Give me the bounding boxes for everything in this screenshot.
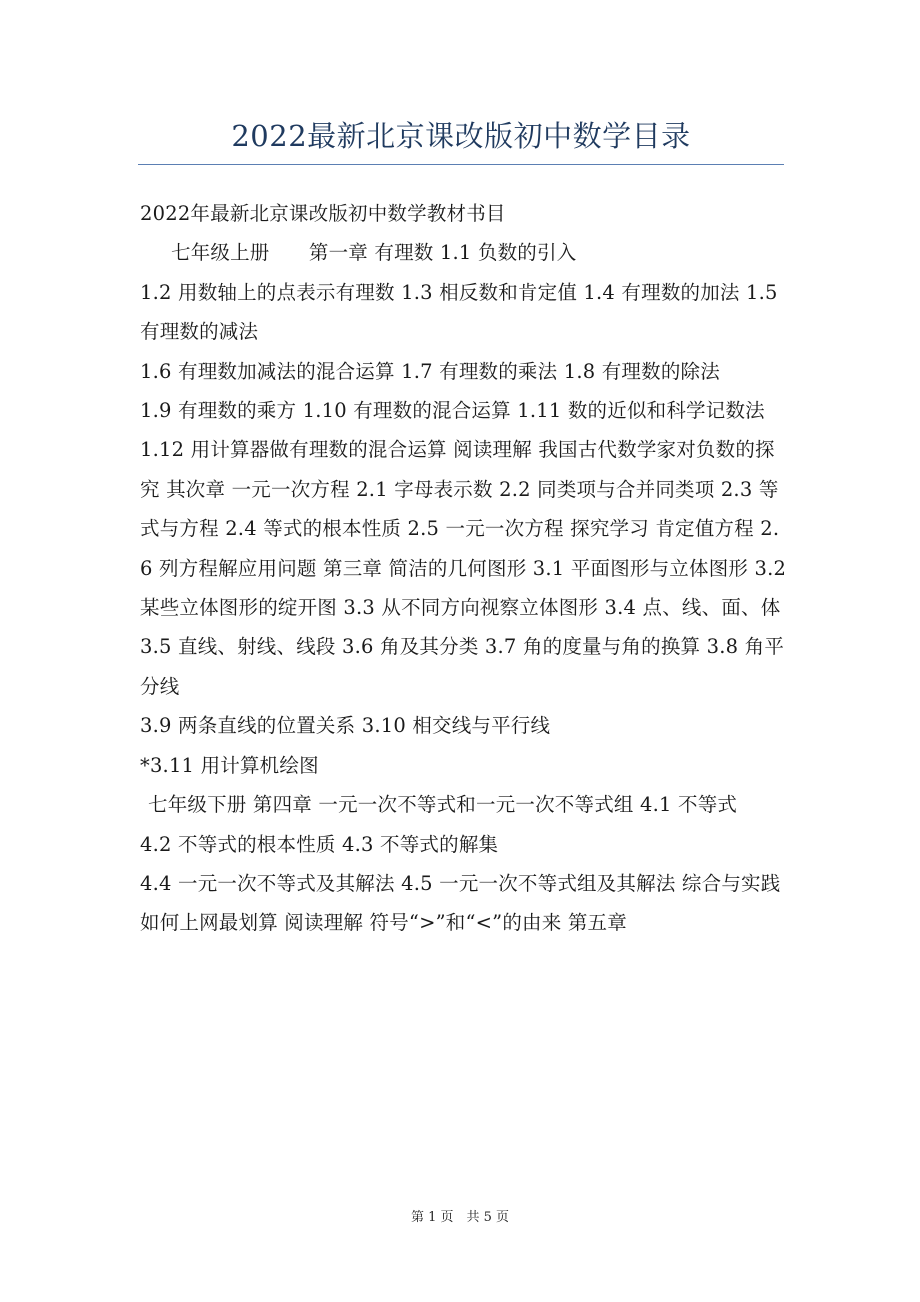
paragraph: 1.9 有理数的乘方 1.10 有理数的混合运算 1.11 数的近似和科学记数法 1.12 用计算器做有理数的混合运算 阅读理解 我国古代数学家对负数的探究 其次章 一元一次方程 2.1 字母表示数 2.2 同类项与合并同类项 2.3 等式与方程 2.4 等式的根本性质 2.5 一元一次方程 探究学习 肯定值方程 2.6 列方程解应用问题 第三章 简洁的几何图形 3.1 平面图形与立体图形 3.2 某些立体图形的绽开图 3.3 从不同方向视察立体图形 3.4 点、线、面、体 3.5 直线、射线、线段 3.6 角及其分类 3.7 角的度量与角的换算 3.8 角平分线 <box>140 399 787 698</box>
paragraph: 1.6 有理数加减法的混合运算 1.7 有理数的乘法 1.8 有理数的除法 <box>140 359 720 383</box>
paragraph: 1.2 用数轴上的点表示有理数 1.3 相反数和肯定值 1.4 有理数的加法 1.5 有理数的减法 <box>140 280 778 344</box>
paragraph: 3.9 两条直线的位置关系 3.10 相交线与平行线 <box>140 714 551 738</box>
document-title: 2022最新北京课改版初中数学目录 <box>231 119 691 153</box>
paragraph-grade7-upper: 七年级上册 第一章 有理数 1.1 负数的引入 <box>171 241 577 265</box>
title-underline <box>138 164 784 165</box>
paragraph: 4.2 不等式的根本性质 4.3 不等式的解集 <box>140 832 499 856</box>
document-body <box>140 194 788 943</box>
page-footer: 第 1 页 共 5 页 <box>410 1210 510 1225</box>
paragraph: 4.4 一元一次不等式及其解法 4.5 一元一次不等式组及其解法 综合与实践 如何上网最划算 阅读理解 符号“>”和“<”的由来 第五章 <box>140 871 781 935</box>
paragraph-grade7-lower: 七年级下册 第四章 一元一次不等式和一元一次不等式组 4.1 不等式 <box>148 793 738 817</box>
paragraph-heading: 2022年最新北京课改版初中数学教材书目 <box>140 202 506 225</box>
paragraph: *3.11 用计算机绘图 <box>140 753 319 777</box>
